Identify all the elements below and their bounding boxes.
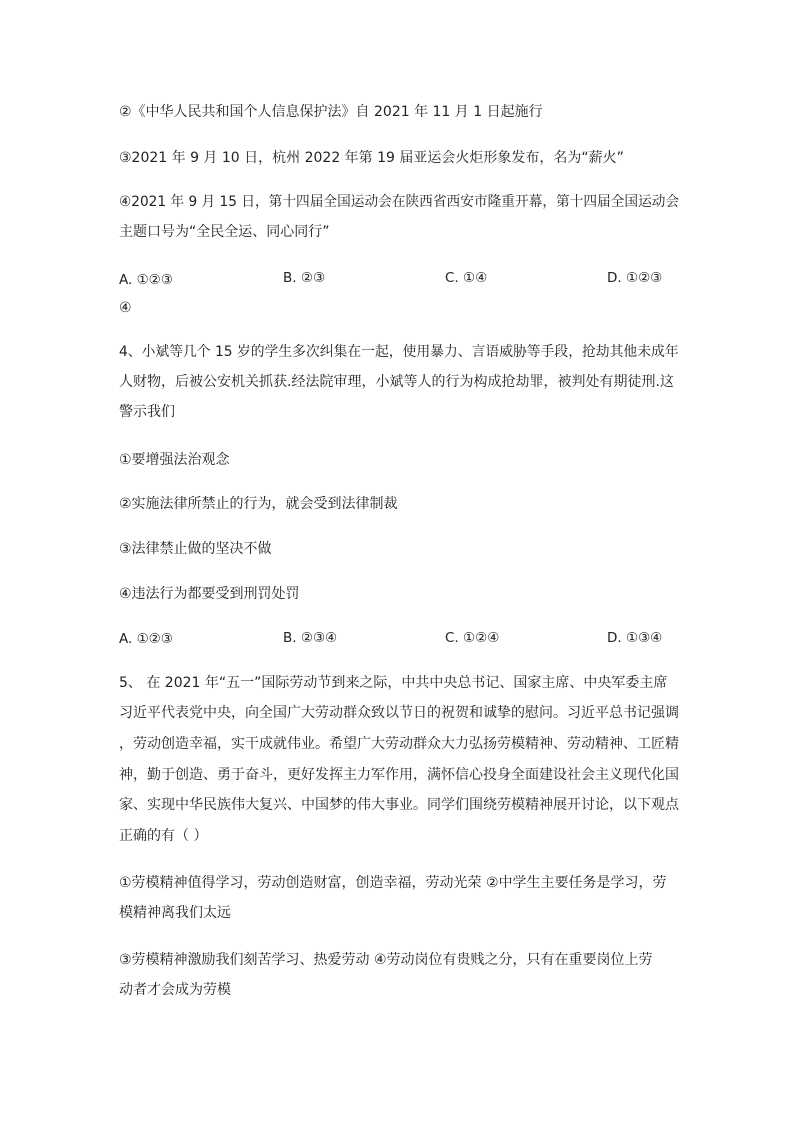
q4-stem-line-3: 警示我们 [119,404,175,420]
q3-statement-4-line-1: ④2021 年 9 月 15 日，第十四届全国运动会在陕西省西安市隆重开幕，第十四届全国运动会 [119,194,680,210]
q5-stem-line-5: 家、实现中华民族伟大复兴、中国梦的伟大事业。同学们围绕劳模精神展开讨论，以下观点 [119,797,679,813]
q3-option-b: B. ②③ [283,270,326,286]
q5-stem-line-2: 习近平代表党中央，向全国广大劳动群众致以节日的祝贺和诚挚的慰问。习近平总书记强调 [119,705,679,721]
q5-stem-line-6: 正确的有（ ） [119,828,208,844]
q5-stem-line-4: 神，勤于创造、勇于奋斗，更好发挥主力军作用，满怀信心投身全面建设社会主义现代化国 [119,767,679,783]
q3-options [0,268,794,288]
q3-statement-3: ③2021 年 9 月 10 日，杭州 2022 年第 19 届亚运会火炬形象发布，名为“薪火” [119,150,624,166]
q3-option-c: C. ①④ [445,270,488,286]
q3-statement-4-line-2: 主题口号为“全民全运、同心同行” [119,224,330,240]
q4-statement-3: ③法律禁止做的坚决不做 [119,541,272,557]
q4-stem-line-2: 人财物，后被公安机关抓获.经法院审理，小斌等人的行为构成抢劫罪，被判处有期徒刑.这 [119,374,674,390]
q4-statement-4: ④违法行为都要受到刑罚处罚 [119,586,300,602]
q5-stem-line-3: ，劳动创造幸福，实干成就伟业。希望广大劳动群众大力弘扬劳模精神、劳动精神、工匠精 [119,736,679,752]
q4-statement-2: ②实施法律所禁止的行为，就会受到法律制裁 [119,496,398,512]
q3-statement-2: ②《中华人民共和国个人信息保护法》自 2021 年 11 月 1 日起施行 [119,104,543,120]
q4-option-c: C. ①②④ [445,630,500,646]
q4-stem-line-1: 4、小斌等几个 15 岁的学生多次纠集在一起，使用暴力、言语威胁等手段，抢劫其他未成年 [119,344,679,360]
q4-options [0,628,794,648]
q4-option-d: D. ①③④ [607,630,663,646]
q4-option-a: A. ①②③ [119,631,173,647]
q5-statements-3-4-line-2: 动者才会成为劳模 [119,982,231,998]
q3-option-d-continued: ④ [119,300,132,316]
q5-statements-1-2-line-1: ①劳模精神值得学习，劳动创造财富，创造幸福，劳动光荣 ②中学生主要任务是学习，劳 [119,875,667,891]
q3-option-d: D. ①②③ [607,270,663,286]
q4-statement-1: ①要增强法治观念 [119,452,230,468]
q3-option-a: A. ①②③ [119,272,173,288]
q5-statements-1-2-line-2: 模精神离我们太远 [119,905,231,921]
q5-statements-3-4-line-1: ③劳模精神激励我们刻苦学习、热爱劳动 ④劳动岗位有贵贱之分，只有在重要岗位上劳 [119,952,653,968]
q4-option-b: B. ②③④ [283,630,338,646]
q5-stem-line-1: 5、 在 2021 年“五一”国际劳动节到来之际，中共中央总书记、国家主席、中央军委主席 [119,675,668,691]
